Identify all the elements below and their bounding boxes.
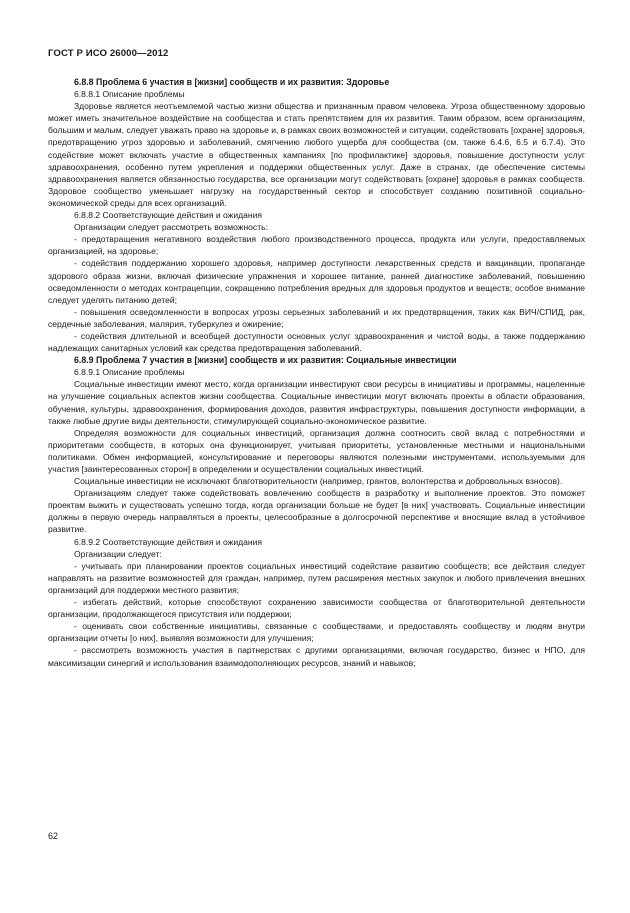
paragraph: Здоровье является неотъемлемой частью жизни общества и признанным правом человека. Угроза общественному здоровью может иметь значительное воздействие на сообщества и стать препятствием для их развития. Таким образом, всем организациям, большим и малым, следует уважать право на здоровье и, в рамках своих возможностей и ситуации, содействовать [охране] здоровья, предотвращению угроз здоровью и заболеваний, смягчению любого ущерба для сообщества (см. также 6.4.6, 6.5 и 6.7.4). Это содействие может включать участие в общественных кампаниях [по профилактике] здоровья, повышение доступности услуг здравоохранения, особенно путем укрепления и поддержки общественных услуг. Даже в странах, где обеспечение системы здравоохранения является обязанностью государства, все организации могут содействовать [охране] здоровья в рамках сообществ. Здоровое сообщество уменьшает нагрузку на государственный сектор и способствует созданию позитивной социально-экономической среды для всех организаций. (48, 101, 585, 208)
list-item: - предотвращения негативного воздействия любого производственного процесса, продукта или услуги, предоставляемых организацией, на здоровье; (48, 234, 585, 257)
subsection-title: 6.8.8.2 Соответствующие действия и ожидания (74, 210, 262, 221)
subsection-title: 6.8.9.2 Соответствующие действия и ожидания (74, 536, 262, 547)
paragraph: Определяя возможности для социальных инвестиций, организация должна соотносить свой вклад с потребностями и приоритетами сообществ, в которых она функционирует, учитывая приоритеты, установленные местными и национальными политиками. Обмен информацией, консультирование и переговоры являются полезными инструментами, используемыми для участия [заинтересованных сторон] в определении и осуществлении социальных инвестиций. (48, 427, 585, 474)
list-item: - избегать действий, которые способствуют сохранению зависимости сообщества от благотворительной деятельности организации, продолжающегося присутствия или поддержки; (48, 597, 585, 620)
list-item: - повышения осведомленности в вопросах угрозы серьезных заболеваний и их предотвращения, таких как ВИЧ/СПИД, рак, сердечные заболевания, малярия, туберкулез и ожирение; (48, 306, 585, 329)
paragraph: Организации следует: (74, 548, 162, 559)
paragraph: Социальные инвестиции не исключают благотворительности (например, грантов, волонтерства и добровольных взносов). (74, 476, 563, 487)
paragraph: Организациям следует также содействовать вовлечению сообществ в разработку и выполнение проектов. Это поможет проектам выжить и существовать успешно тогда, когда организации больше не будет [в них] участвовать. Социальные инвестиции должны в первую очередь направляться в проекты, целесообразные в долгосрочной перспективе и вносящие вклад в устойчивое развитие. (48, 488, 585, 535)
list-item: - содействия поддержанию хорошего здоровья, например доступности лекарственных средств и вакцинации, пропаганде здорового образа жизни, включая физические упражнения и хорошее питание, ранней диагностике заболеваний, повышению осведомленности о методах контрацепции, сокращению потребления вредных для здоровья продуктов и веществ; особое внимание следует уделять питанию детей; (48, 258, 585, 305)
list-item: - рассмотреть возможность участия в партнерствах с другими организациями, включая государство, бизнес и НПО, для максимизации синергий и использования взаимодополняющих ресурсов, знаний и навыков; (48, 645, 585, 668)
list-item: - содействия длительной и всеобщей доступности основных услуг здравоохранения и чистой воды, а также поддержанию надлежащих санитарных условий как средства предотвращения заболеваний. (48, 330, 585, 354)
running-head: ГОСТ Р ИСО 26000—2012 (48, 48, 169, 59)
page-number: 62 (48, 831, 59, 841)
section-heading: 6.8.9 Проблема 7 участия в [жизни] сообществ и их развития: Социальные инвестиции (74, 355, 457, 366)
subsection-title: 6.8.9.1 Описание проблемы (74, 367, 185, 378)
section-heading: 6.8.8 Проблема 6 участия в [жизни] сообществ и их развития: Здоровье (74, 77, 390, 87)
list-item: - оценивать свои собственные инициативы, связанные с сообществами, и предоставлять сообществу и людям внутри организации отчеты [о них], выявляя возможности для улучшения; (48, 621, 585, 644)
subsection-title: 6.8.8.1 Описание проблемы (74, 89, 185, 100)
body-text (48, 76, 585, 669)
paragraph: Организации следует рассмотреть возможность: (74, 222, 268, 233)
paragraph: Социальные инвестиции имеют место, когда организации инвестируют свои ресурсы в инициативы и программы, нацеленные на улучшение социальных аспектов жизни сообщества. Социальные инвестиции могут включать проекты в области образования, обучения, культуры, здравоохранения, формирования доходов, развития инфраструктуры, повышения доступности информации, а также любые другие виды деятельности, стимулирующей социально-экономическое развитие. (48, 379, 585, 426)
list-item: - учитывать при планировании проектов социальных инвестиций содействие развитию сообществ; все действия следует направлять на развитие возможностей для граждан, например, путем расширения местных закупок и любого привлечения внешних организаций для поддержки местного развития; (48, 560, 585, 595)
